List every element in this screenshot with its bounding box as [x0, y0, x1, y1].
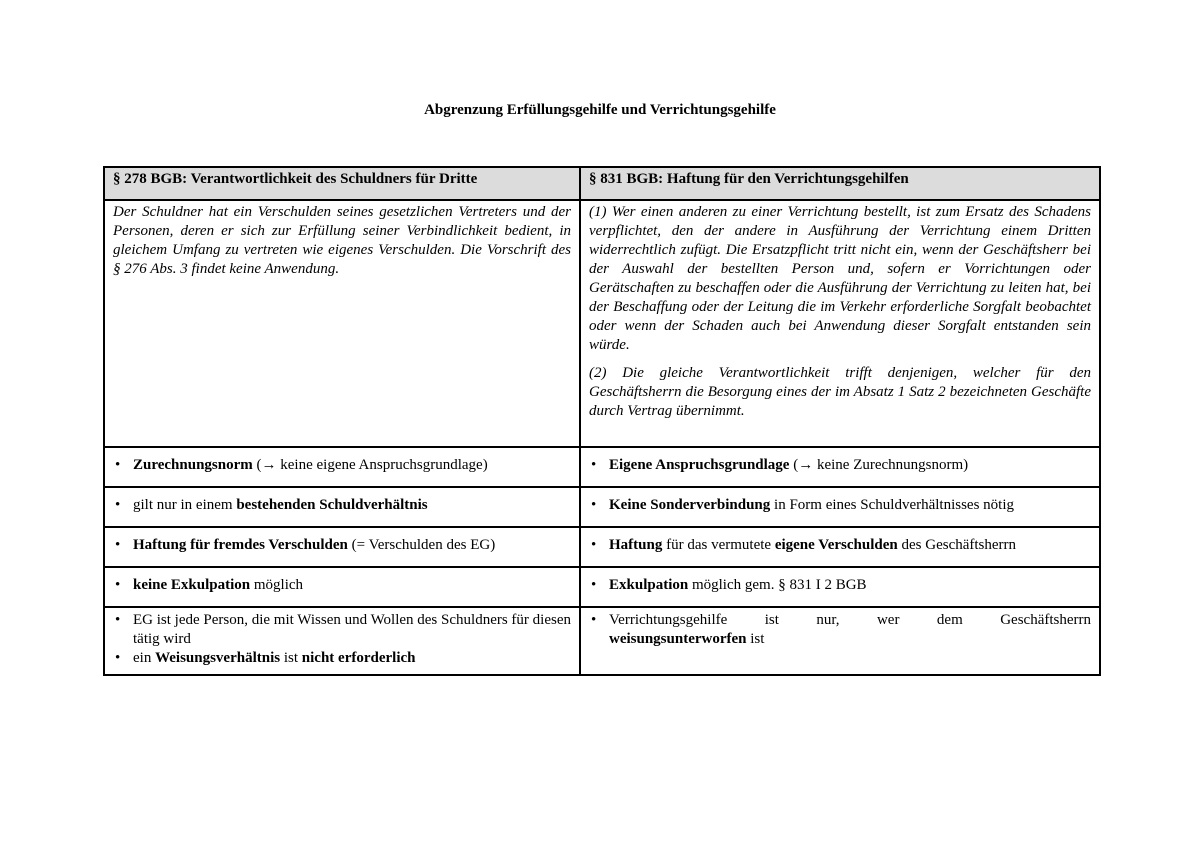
list-item: • Haftung für fremdes Verschulden (= Verschulden des EG)	[133, 536, 571, 555]
table-row	[104, 607, 1100, 675]
list-item: • keine Exkulpation möglich	[133, 576, 571, 595]
list-item: • Keine Sonderverbindung in Form eines Schuldverhältnisses nötig	[609, 496, 1091, 515]
row1-left	[104, 447, 580, 487]
law-831-paragraph-2: (2) Die gleiche Verantwortlichkeit trifft denjenigen, welcher für den Geschäftsherrn die Besorgung eines der im Absatz 1 Satz 2 bezeichneten Geschäfte durch Vertrag übernimmt.	[589, 365, 1091, 419]
table-row	[104, 527, 1100, 567]
table-row	[104, 447, 1100, 487]
list-item: • Eigene Anspruchsgrundlage (→ keine Zurechnungsnorm)	[609, 456, 1091, 475]
row2-left	[104, 487, 580, 527]
law-831-paragraph-1: (1) Wer einen anderen zu einer Verrichtung bestellt, ist zum Ersatz des Schadens verpflichtet, den der andere in Ausführung der Verrichtung einem Dritten widerrechtlich zufügt. Die Ersatzpflicht tritt nicht ein, wenn der Geschäftsherr bei der Auswahl der bestellten Person und, sofern er Vorrichtungen oder Gerätschaften zu beschaffen oder die Ausführung der Verrichtung zu leiten hat, bei der Beschaffung oder der Leitung die im Verkehr erforderliche Sorgfalt beobachtet oder wenn der Schaden auch bei Anwendung dieser Sorgfalt entstanden sein würde.	[589, 204, 1091, 353]
list-item: • Haftung für das vermutete eigene Verschulden des Geschäftsherrn	[609, 536, 1091, 555]
row4-left	[104, 567, 580, 607]
list-item: • EG ist jede Person, die mit Wissen und Wollen des Schuldners für diesen tätig wird	[133, 611, 571, 649]
table-row	[104, 567, 1100, 607]
comparison-table	[103, 166, 1101, 676]
row2-right	[580, 487, 1100, 527]
law-text-278	[104, 200, 580, 447]
table-row	[104, 487, 1100, 527]
list-item: • Zurechnungsnorm (→ keine eigene Anspruchsgrundlage)	[133, 456, 571, 475]
row4-right	[580, 567, 1100, 607]
table-header-row	[104, 167, 1100, 200]
law-text-row	[104, 200, 1100, 447]
row5-left	[104, 607, 580, 675]
list-item: • Exkulpation möglich gem. § 831 I 2 BGB	[609, 576, 1091, 595]
row1-right	[580, 447, 1100, 487]
page-title: Abgrenzung Erfüllungsgehilfe und Verrichtungsgehilfe	[424, 102, 776, 118]
list-item: • gilt nur in einem bestehenden Schuldverhältnis	[133, 496, 571, 515]
row3-left	[104, 527, 580, 567]
header-278: § 278 BGB: Verantwortlichkeit des Schuldners für Dritte	[104, 167, 580, 200]
header-831: § 831 BGB: Haftung für den Verrichtungsgehilfen	[580, 167, 1100, 200]
law-text-831	[580, 200, 1100, 447]
list-item: • Verrichtungsgehilfe ist nur, wer dem Geschäftsherrn weisungsunterworfen ist	[609, 611, 1091, 649]
law-278-paragraph: Der Schuldner hat ein Verschulden seines gesetzlichen Vertreters und der Personen, deren er sich zur Erfüllung seiner Verbindlichkeit bedient, in gleichem Umfang zu vertreten wie eigenes Verschulden. Die Vorschrift des § 276 Abs. 3 findet keine Anwendung.	[113, 204, 571, 277]
row5-right	[580, 607, 1100, 675]
row3-right	[580, 527, 1100, 567]
list-item: • ein Weisungsverhältnis ist nicht erforderlich	[133, 649, 571, 668]
